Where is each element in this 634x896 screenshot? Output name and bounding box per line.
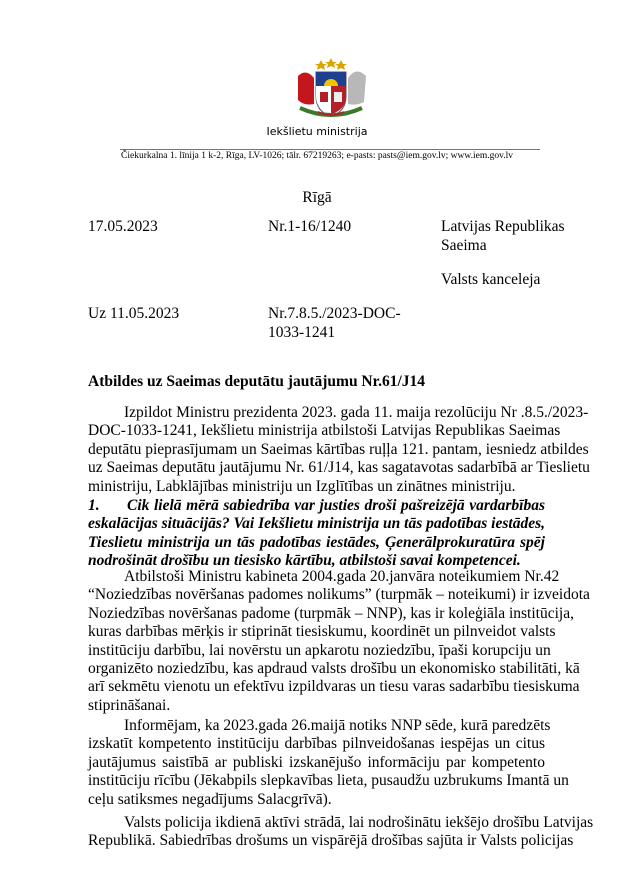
text-line: ministriju, Labklājības ministriju un Izglītības un zinātnes ministriju. (88, 477, 516, 495)
reference-number-line1: Nr.7.8.5./2023-DOC- (268, 305, 401, 322)
document-number: Nr.1-16/1240 (268, 218, 352, 235)
text-line: Valsts policija ikdienā aktīvi strādā, lai nodrošinātu iekšējo drošību Latvijas (124, 814, 594, 831)
text-line: “Noziedzības novēršanas padomes nolikums” (turpmāk – noteikumi) ir izveidota (88, 586, 590, 604)
paragraph-police (88, 814, 594, 851)
reference-number-line2: 1033-1241 (268, 324, 336, 341)
text-line: stiprināšanai. (88, 696, 171, 714)
recipient-chancellery: Valsts kanceleja (441, 271, 541, 288)
recipient-saeima-line2: Saeima (441, 237, 487, 254)
place: Rīgā (302, 189, 332, 206)
text-line: institūciju rīcību (Jēkabpils slepkavības lieta, pusaudžu uzbrukums Imantā un (88, 772, 569, 790)
text-line: organizēto noziedzību, kas apdraud valsts drošību un ekonomisko stabilitāti, kā (88, 659, 580, 677)
paragraph-nnp (88, 568, 590, 715)
text-line: institūciju darbību, lai novērstu un apkarotu noziedzību, īpaši korupciju un (88, 641, 551, 659)
letterhead-divider (120, 149, 540, 150)
text-line: Tieslietu ministrija un tās padotības iestādes, Ģenerālprokuratūra spēj (88, 533, 545, 551)
text-line: izskatīt kompetento institūciju darbības pilnveidošanas iespējas un citus (88, 735, 545, 753)
text-line: DOC-1033-1241, Iekšlietu ministrija atbilstoši Latvijas Republikas Saeimas (88, 422, 561, 440)
text-line: uz Saeimas deputātu jautājumu Nr. 61/J14, kas sagatavotas sadarbībā ar Tieslietu (88, 459, 590, 477)
text-line: 1. Cik lielā mērā sabiedrība var justies droši pašreizējā vardarbības (88, 497, 545, 514)
text-line: Informējam, ka 2023.gada 26.maijā notiks NNP sēde, kurā paredzēts (124, 717, 551, 734)
coat-of-arms-logo (288, 56, 374, 124)
paragraph-meeting (88, 717, 569, 809)
text-line: nodrošināt drošību un tiesisko kārtību, atbilstoši savai kompetencei. (88, 552, 521, 570)
text-line: Noziedzības novēršanas padome (turpmāk – NNP), kas ir koleģiāla institūcija, (88, 604, 574, 622)
text-line: jautājumus saistībā ar publiski izskanējušo informāciju par kompetento (88, 753, 545, 771)
text-line: Atbilstoši Ministru kabineta 2004.gada 20.janvāra noteikumiem Nr.42 (124, 568, 560, 585)
reference-date: Uz 11.05.2023 (88, 305, 180, 322)
text-line: eskalācijas situācijās? Vai Iekšlietu ministrija un tās padotības iestādes, (88, 515, 545, 533)
text-line: arī sekmētu vienotu un efektīvu izpildvaras un tiesu varas sadarbību tiesiskuma (88, 678, 580, 696)
document-title: Atbildes uz Saeimas deputātu jautājumu Nr.61/J14 (88, 373, 426, 390)
ministry-name: Iekšlietu ministrija (266, 125, 368, 138)
text-line: deputātu pieprasījumam un Saeimas kārtības ruļļa 121. pantam, iesniedz atbildes (88, 440, 589, 458)
text-line: Republikā. Sabiedrības drošums un vispārējā drošības sajūta ir Valsts policijas (88, 832, 574, 850)
question-1 (88, 497, 545, 571)
document-date: 17.05.2023 (88, 218, 158, 235)
text-line: kuras darbības mērķis ir stiprināt tiesiskumu, koordinēt un pilnveidot valsts (88, 623, 556, 641)
letterhead-address: Čiekurkalna 1. līnija 1 k-2, Rīga, LV-1026; tālr. 67219263; e-pasts: pasts@iem.gov.lv; www.iem.gov.lv (121, 151, 513, 161)
paragraph-intro (88, 404, 590, 496)
text-line: ceļu satiksmes negadījums Salacgrīvā). (88, 790, 332, 808)
recipient-saeima-line1: Latvijas Republikas (441, 218, 565, 235)
text-line: Izpildot Ministru prezidenta 2023. gada 11. maija rezolūciju Nr .8.5./2023- (124, 404, 589, 421)
